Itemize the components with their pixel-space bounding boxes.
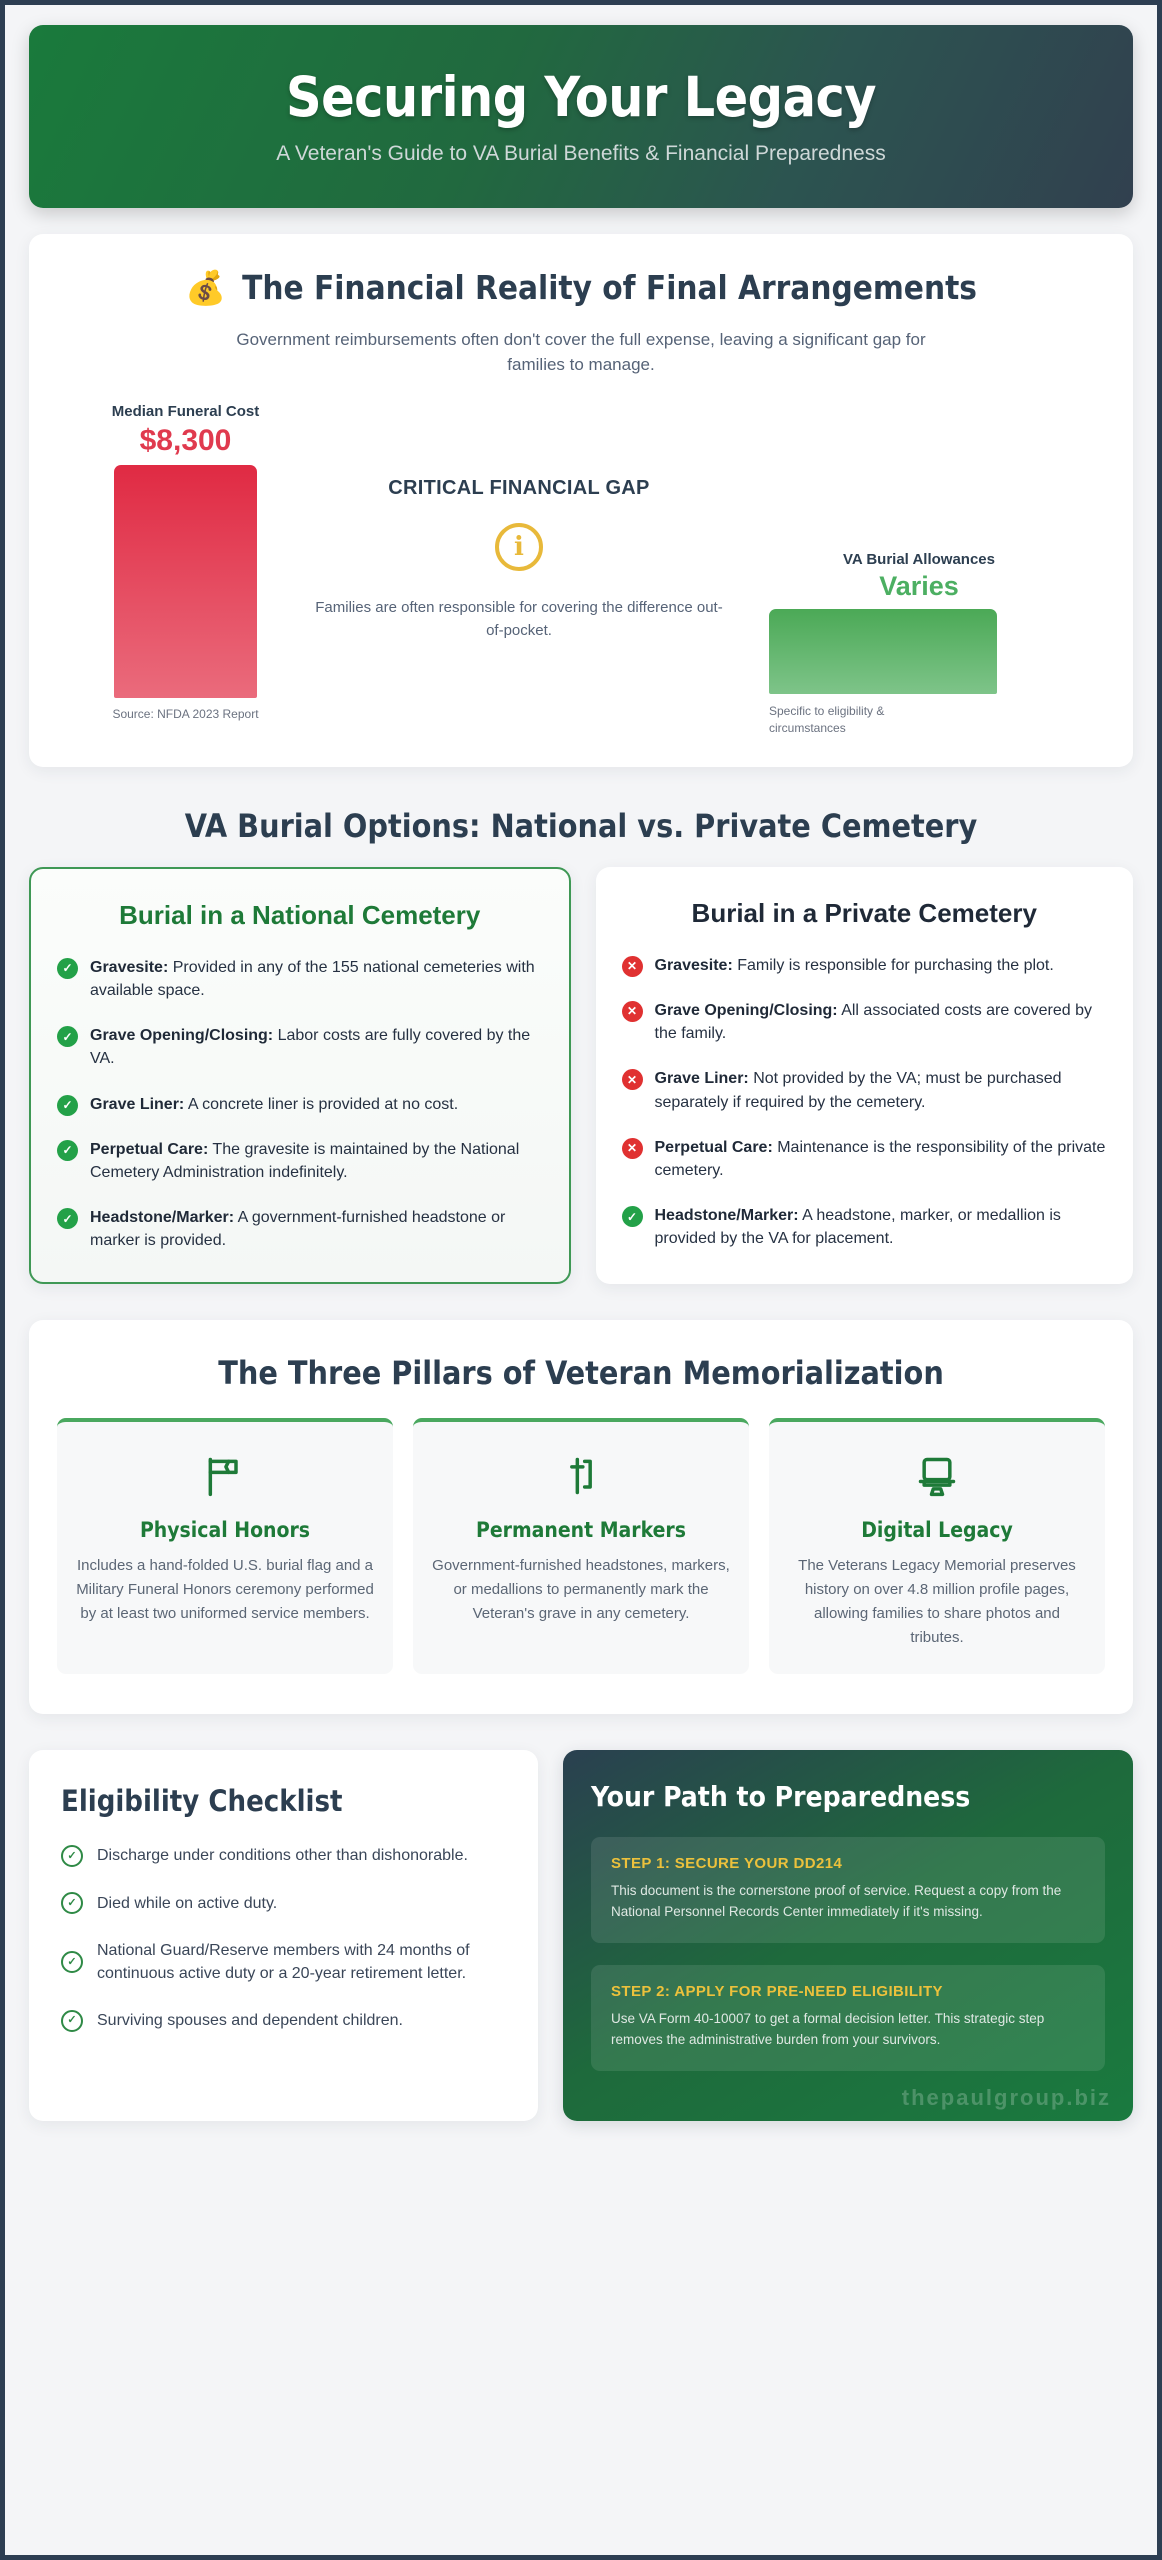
list-item-text bbox=[90, 956, 543, 1002]
cross-icon: ✕ bbox=[622, 956, 643, 977]
funeral-cost-bar bbox=[114, 465, 257, 698]
path-title: Your Path to Preparedness bbox=[591, 1780, 971, 1814]
list-item bbox=[57, 1206, 543, 1252]
list-item-text bbox=[90, 1206, 543, 1252]
va-allowance-label: VA Burial Allowances bbox=[843, 551, 995, 569]
funeral-cost-source: Source: NFDA 2023 Report bbox=[112, 707, 259, 722]
step-card-2 bbox=[591, 1965, 1105, 2071]
step-heading: STEP 2: APPLY FOR PRE-NEED ELIGIBILITY bbox=[611, 1983, 943, 2001]
check-circle-icon: ✓ bbox=[61, 1845, 83, 1867]
list-item-text bbox=[90, 1093, 458, 1116]
money-bag-icon: 💰 bbox=[185, 269, 227, 306]
pillar-name: Digital Legacy bbox=[861, 1518, 1013, 1543]
list-item bbox=[57, 1024, 543, 1070]
list-item bbox=[57, 1093, 543, 1116]
eligibility-item-text: Discharge under conditions other than dishonorable. bbox=[97, 1847, 468, 1865]
list-item-body: The gravesite is maintained by the National Cemetery Administration indefinitely. bbox=[90, 1140, 520, 1181]
pillar-permanent-markers bbox=[413, 1418, 749, 1674]
chart-column-va-allowances bbox=[769, 551, 1069, 737]
comparison-row bbox=[29, 867, 1133, 1284]
list-item-text bbox=[90, 1138, 543, 1184]
list-item bbox=[622, 1204, 1108, 1250]
va-allowance-value: Varies bbox=[879, 571, 959, 602]
list-item-text bbox=[655, 954, 1054, 977]
list-item-label: Perpetual Care: bbox=[90, 1140, 209, 1158]
check-icon: ✓ bbox=[57, 1140, 78, 1161]
cross-icon: ✕ bbox=[622, 1001, 643, 1022]
monitor-icon bbox=[787, 1448, 1087, 1504]
private-cemetery-list bbox=[622, 954, 1108, 1251]
list-item-body: Maintenance is the responsibility of the private cemetery. bbox=[654, 1138, 1106, 1179]
critical-gap-title: CRITICAL FINANCIAL GAP bbox=[388, 477, 650, 500]
pillar-row bbox=[57, 1418, 1105, 1674]
hero-banner bbox=[29, 25, 1133, 208]
list-item-label: Gravesite: bbox=[90, 958, 169, 976]
eligibility-item-text: National Guard/Reserve members with 24 months of continuous active duty or a 20-year retirement letter. bbox=[97, 1941, 470, 1983]
list-item-label: Grave Liner: bbox=[90, 1095, 185, 1113]
watermark: thepaulgroup.biz bbox=[901, 2085, 1111, 2111]
headstone-icon bbox=[431, 1448, 731, 1504]
list-item bbox=[622, 954, 1108, 977]
list-item bbox=[622, 1136, 1108, 1182]
list-item-label: Grave Liner: bbox=[654, 1070, 749, 1088]
list-item-label: Perpetual Care: bbox=[654, 1138, 773, 1156]
list-item-text bbox=[655, 999, 1108, 1045]
list-item-label: Headstone/Marker: bbox=[90, 1209, 235, 1227]
list-item-body: Family is responsible for purchasing the plot. bbox=[732, 956, 1054, 974]
page-title: Securing Your Legacy bbox=[285, 64, 877, 129]
private-cemetery-title: Burial in a Private Cemetery bbox=[691, 898, 1037, 929]
cross-icon: ✕ bbox=[622, 1138, 643, 1159]
list-item bbox=[622, 999, 1108, 1045]
path-to-preparedness-card bbox=[563, 1750, 1133, 2121]
step-card-1 bbox=[591, 1837, 1105, 1943]
cross-icon: ✕ bbox=[622, 1069, 643, 1090]
check-icon: ✓ bbox=[57, 1026, 78, 1047]
info-icon: i bbox=[495, 523, 543, 571]
step-heading: STEP 1: SECURE YOUR DD214 bbox=[611, 1855, 843, 1873]
cost-comparison-chart bbox=[69, 403, 1093, 736]
eligibility-item-text: Surviving spouses and dependent children. bbox=[97, 2012, 403, 2030]
list-item-body: A government-furnished headstone or marker is provided. bbox=[90, 1209, 506, 1250]
pillar-description: Government-furnished headstones, markers, or medallions to permanently mark the Veteran's grave in any cemetery. bbox=[432, 1557, 730, 1623]
list-item bbox=[622, 1067, 1108, 1113]
step-description: This document is the cornerstone proof of service. Request a copy from the National Personnel Records Center immediately if it's missing. bbox=[611, 1883, 1062, 1920]
list-item-body: Labor costs are fully covered by the VA. bbox=[90, 1027, 531, 1068]
list-item-text bbox=[655, 1136, 1108, 1182]
step-description: Use VA Form 40-10007 to get a formal decision letter. This strategic step removes the administrative burden from your survivors. bbox=[611, 2011, 1045, 2048]
va-allowance-bar bbox=[769, 609, 997, 694]
critical-gap-note: Families are often responsible for covering the difference out-of-pocket. bbox=[315, 599, 723, 639]
bottom-row bbox=[29, 1750, 1133, 2121]
eligibility-checklist-card bbox=[29, 1750, 538, 2121]
three-pillars-title: The Three Pillars of Veteran Memorialization bbox=[218, 1354, 944, 1393]
list-item bbox=[61, 1844, 506, 1867]
eligibility-title: Eligibility Checklist bbox=[61, 1784, 343, 1819]
list-item-label: Grave Opening/Closing: bbox=[654, 1001, 838, 1019]
list-item bbox=[61, 2009, 506, 2032]
financial-reality-title: The Financial Reality of Final Arrangements bbox=[242, 268, 977, 307]
list-item-label: Gravesite: bbox=[654, 956, 733, 974]
pillar-description: The Veterans Legacy Memorial preserves history on over 4.8 million profile pages, allowing families to share photos and tributes. bbox=[798, 1557, 1076, 1647]
pillar-name: Physical Honors bbox=[139, 1518, 311, 1543]
list-item bbox=[61, 1892, 506, 1915]
list-item-label: Headstone/Marker: bbox=[654, 1207, 799, 1225]
funeral-cost-value: $8,300 bbox=[139, 424, 232, 458]
national-cemetery-list bbox=[57, 956, 543, 1253]
check-icon: ✓ bbox=[622, 1206, 643, 1227]
list-item-text bbox=[655, 1067, 1108, 1113]
pillar-digital-legacy bbox=[769, 1418, 1105, 1674]
list-item-body: A concrete liner is provided at no cost. bbox=[184, 1095, 459, 1113]
financial-reality-header bbox=[69, 268, 1093, 307]
list-item-body: All associated costs are covered by the family. bbox=[654, 1001, 1092, 1043]
list-item bbox=[57, 1138, 543, 1184]
financial-reality-subtitle: Government reimbursements often don't cover the full expense, leaving a significant gap for families to manage. bbox=[236, 330, 926, 374]
critical-gap-annotation bbox=[294, 475, 744, 642]
check-icon: ✓ bbox=[57, 1208, 78, 1229]
check-circle-icon: ✓ bbox=[61, 2010, 83, 2032]
va-allowance-note: Specific to eligibility & circumstances bbox=[769, 704, 885, 736]
list-item-body: A headstone, marker, or medallion is provided by the VA for placement. bbox=[654, 1207, 1061, 1248]
funeral-cost-label: Median Funeral Cost bbox=[111, 403, 260, 421]
chart-column-funeral-cost bbox=[83, 403, 288, 721]
comparison-section-title: VA Burial Options: National vs. Private Cemetery bbox=[184, 807, 978, 846]
flag-icon bbox=[75, 1448, 375, 1504]
financial-reality-card bbox=[29, 234, 1133, 767]
national-cemetery-title: Burial in a National Cemetery bbox=[119, 900, 481, 931]
eligibility-item-text: Died while on active duty. bbox=[97, 1894, 278, 1912]
national-cemetery-card bbox=[29, 867, 571, 1284]
list-item-label: Grave Opening/Closing: bbox=[90, 1027, 274, 1045]
list-item-text bbox=[90, 1024, 543, 1070]
list-item-text bbox=[655, 1204, 1108, 1250]
private-cemetery-card bbox=[596, 867, 1134, 1284]
check-circle-icon: ✓ bbox=[61, 1892, 83, 1914]
pillar-description: Includes a hand-folded U.S. burial flag and a Military Funeral Honors ceremony performed by at least two uniformed service members. bbox=[76, 1557, 374, 1623]
check-circle-icon: ✓ bbox=[61, 1951, 83, 1973]
infographic-page bbox=[5, 5, 1157, 2555]
check-icon: ✓ bbox=[57, 1095, 78, 1116]
pillar-name: Permanent Markers bbox=[476, 1518, 686, 1543]
list-item-body: Provided in any of the 155 national cemeteries with available space. bbox=[90, 958, 535, 999]
three-pillars-card bbox=[29, 1320, 1133, 1714]
list-item-body: Not provided by the VA; must be purchased separately if required by the cemetery. bbox=[654, 1070, 1062, 1111]
page-subtitle: A Veteran's Guide to VA Burial Benefits & Financial Preparedness bbox=[276, 142, 886, 166]
list-item bbox=[61, 1939, 506, 1985]
pillar-physical-honors bbox=[57, 1418, 393, 1674]
list-item bbox=[57, 956, 543, 1002]
check-icon: ✓ bbox=[57, 958, 78, 979]
